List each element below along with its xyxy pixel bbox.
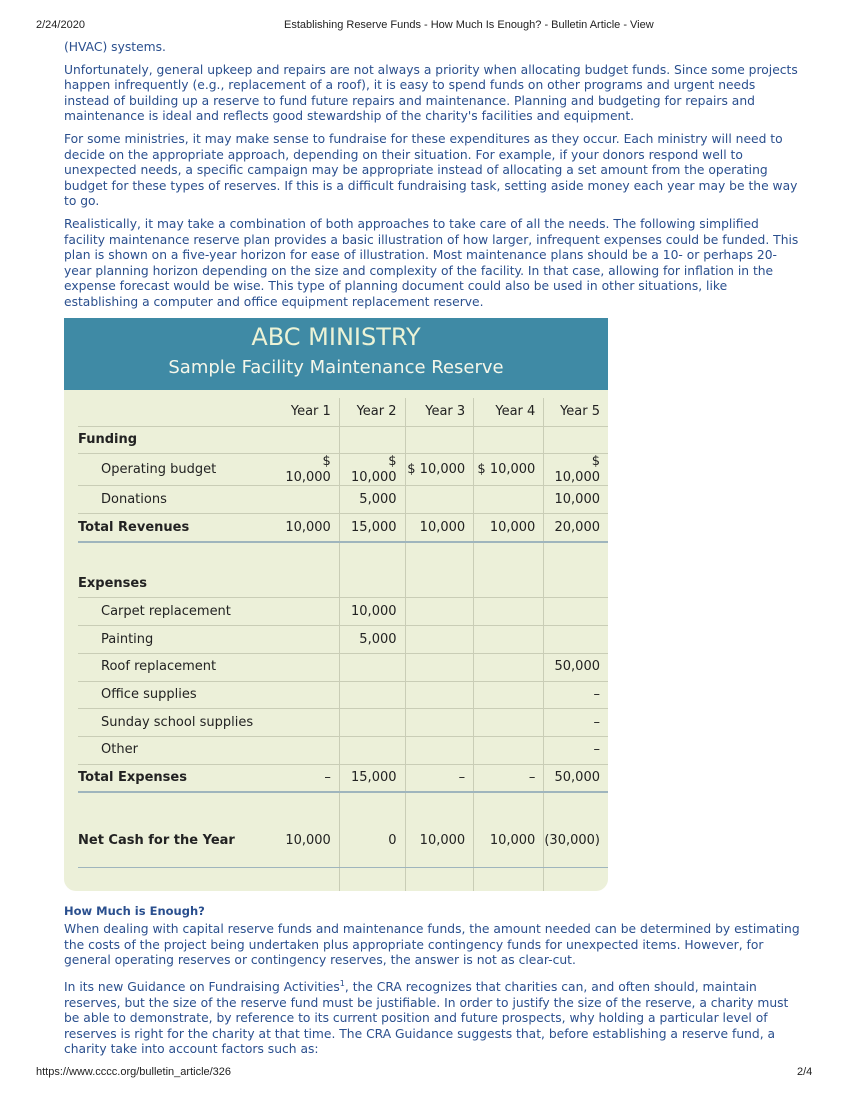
year-header: Year 5 <box>544 398 608 427</box>
table-row <box>78 709 608 737</box>
cell-value <box>405 653 474 681</box>
cell-value: 10,000 <box>280 792 340 868</box>
reserve-table-figure <box>64 318 608 891</box>
row-label <box>78 868 280 891</box>
cell-value <box>280 868 340 891</box>
row-label: Operating budget <box>78 454 280 486</box>
table-row <box>78 598 608 626</box>
cell-value: 10,000 <box>474 514 544 542</box>
cell-value <box>280 736 340 764</box>
cell-value: 0 <box>339 792 405 868</box>
print-page-number: 2/4 <box>797 1066 813 1078</box>
cell-value <box>405 868 474 891</box>
table-row <box>78 792 608 868</box>
cell-value: 5,000 <box>339 486 405 514</box>
table-row <box>78 454 608 486</box>
cell-value: – <box>544 736 608 764</box>
cell-value: 15,000 <box>339 764 405 792</box>
cra-guidance-text: In its new Guidance on Fundraising Activities <box>64 979 340 994</box>
paragraph-fundraise: For some ministries, it may make sense to fundraise for these expenditures as they occur. Each ministry will need to decide on the appropriate approach, depending on their situation. For example, if your donors respond well to unexpected needs, a specific campaign may be appropriate instead of allocating a set amount from the operating budget for these types of reserves. If this is a difficult fundraising task, setting aside money each year may be the way to go. <box>64 131 798 209</box>
cell-value <box>405 598 474 626</box>
paragraph-hvac: (HVAC) systems. <box>64 40 166 54</box>
cell-value <box>339 868 405 891</box>
cell-value <box>339 653 405 681</box>
cell-value <box>474 681 544 709</box>
paragraph-combination: Realistically, it may take a combination of both approaches to take care of all the needs. The following simplified facility maintenance reserve plan provides a basic illustration of how larger, infrequent expenses could be funded. This plan is shown on a five-year horizon for ease of illustration. Most maintenance plans should be a 10- or perhaps 20-year planning horizon depending on the size and complexity of the facility. In that case, allowing for inflation in the expense forecast would be wise. This type of planning document could also be used in other situations, like establishing a computer and office equipment replacement reserve. <box>64 216 799 309</box>
table-row <box>78 868 608 891</box>
row-label: Donations <box>78 486 280 514</box>
cell-value: 15,000 <box>339 514 405 542</box>
reserve-table <box>78 398 608 891</box>
cell-value: 10,000 <box>405 514 474 542</box>
cra-guidance-text-cont: , the CRA recognizes that charities can, and often should, maintain reserves, but the size of the reserve fund must be justifiable. In order to justify the size of the reserve, a charity must be able to demonstrate, by reference to its current position and future prospects, why holding a particular level of reserves is right for the charity at that time. The CRA Guidance suggests that, before establishing a reserve fund, a charity take into account factors such as: <box>64 979 789 1057</box>
table-subtitle: Sample Facility Maintenance Reserve <box>168 356 504 378</box>
cell-value: $ 10,000 <box>280 454 340 486</box>
cell-value: $ 10,000 <box>474 454 544 486</box>
year-header: Year 1 <box>290 403 331 419</box>
cell-value <box>280 626 340 654</box>
cell-value <box>280 681 340 709</box>
paragraph-cra-guidance <box>64 976 800 1058</box>
cell-value: $ 10,000 <box>405 454 474 486</box>
row-label: Total Revenues <box>78 514 280 542</box>
cell-value <box>474 598 544 626</box>
cell-value <box>339 736 405 764</box>
year-header: Year 2 <box>339 398 405 427</box>
cell-value <box>280 598 340 626</box>
cell-value: $ 10,000 <box>544 454 608 486</box>
cell-value: – <box>405 764 474 792</box>
row-label: Sunday school supplies <box>78 709 280 737</box>
cell-value <box>280 653 340 681</box>
spacer-row <box>78 542 608 571</box>
cell-value <box>474 868 544 891</box>
cell-value <box>405 486 474 514</box>
cell-value <box>339 681 405 709</box>
row-label: Office supplies <box>78 681 280 709</box>
cell-value <box>339 709 405 737</box>
row-label: Total Expenses <box>78 764 280 792</box>
cell-value: $ 10,000 <box>339 454 405 486</box>
print-url: https://www.cccc.org/bulletin_article/326 <box>36 1066 232 1078</box>
cell-value: 50,000 <box>544 764 608 792</box>
cell-value: 10,000 <box>405 792 474 868</box>
table-row <box>78 571 608 598</box>
row-label: Roof replacement <box>78 653 280 681</box>
section-heading-how-much: How Much is Enough? <box>64 903 205 918</box>
paragraph-capital-reserves: When dealing with capital reserve funds and maintenance funds, the amount needed can be determined by estimating the costs of the project being undertaken plus appropriate contingency funds for unexpected items. However, for general operating reserves or contingency reserves, the answer is not as clear-cut. <box>64 922 800 968</box>
cell-value: – <box>280 764 340 792</box>
print-page-title: Establishing Reserve Funds - How Much Is Enough? - Bulletin Article - View <box>284 19 654 31</box>
funding-heading: Funding <box>78 426 280 454</box>
print-date: 2/24/2020 <box>36 19 85 31</box>
cell-value <box>405 736 474 764</box>
row-label: Net Cash for the Year <box>78 792 280 868</box>
footnote-ref[interactable]: 1 <box>339 978 345 988</box>
cell-value <box>405 709 474 737</box>
table-banner <box>64 318 608 390</box>
row-label: Carpet replacement <box>78 598 280 626</box>
cell-value <box>474 653 544 681</box>
table-row <box>78 681 608 709</box>
cell-value <box>544 598 608 626</box>
table-row <box>78 486 608 514</box>
cell-value: 5,000 <box>339 626 405 654</box>
year-header: Year 4 <box>474 398 544 427</box>
cell-value <box>474 736 544 764</box>
table-title: ABC MINISTRY <box>251 322 421 351</box>
row-label: Other <box>78 736 280 764</box>
table-row <box>78 514 608 542</box>
cell-value: – <box>544 681 608 709</box>
cell-value: 10,000 <box>544 486 608 514</box>
cell-value: 10,000 <box>474 792 544 868</box>
cell-value: (30,000) <box>544 792 608 868</box>
cell-value <box>474 626 544 654</box>
cell-value: – <box>474 764 544 792</box>
cell-value <box>544 626 608 654</box>
cell-value: 50,000 <box>544 653 608 681</box>
table-row <box>78 626 608 654</box>
cell-value <box>474 709 544 737</box>
table-header-row <box>78 398 608 427</box>
cell-value: – <box>544 709 608 737</box>
paragraph-upkeep: Unfortunately, general upkeep and repairs are not always a priority when allocating budget funds. Since some projects happen infrequently (e.g., replacement of a roof), it is easy to spend funds on other programs and urgent needs instead of building up a reserve to fund future repairs and maintenance. Planning and budgeting for repairs and maintenance is ideal and reflects good stewardship of the charity's facilities and equipment. <box>64 62 798 124</box>
cell-value <box>280 709 340 737</box>
cell-value <box>474 486 544 514</box>
cell-value <box>544 868 608 891</box>
cell-value <box>405 626 474 654</box>
cell-value: 10,000 <box>280 514 340 542</box>
cell-value <box>405 681 474 709</box>
table-row <box>78 426 608 454</box>
table-row <box>78 736 608 764</box>
cell-value: 10,000 <box>339 598 405 626</box>
cell-value: 20,000 <box>544 514 608 542</box>
row-label: Painting <box>78 626 280 654</box>
cell-value <box>280 486 340 514</box>
table-row <box>78 653 608 681</box>
year-header: Year 3 <box>405 398 474 427</box>
expenses-heading: Expenses <box>78 571 280 598</box>
table-row <box>78 764 608 792</box>
article-body <box>64 40 800 1065</box>
